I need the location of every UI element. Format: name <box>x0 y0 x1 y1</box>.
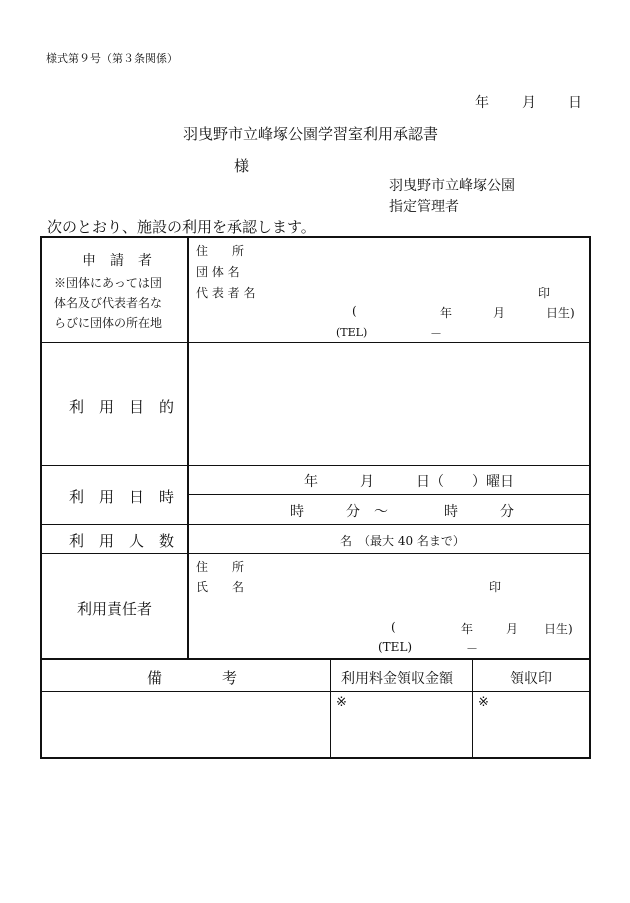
issuer-name: 羽曳野市立峰塚公園 <box>389 178 515 194</box>
table-right-border <box>589 236 591 660</box>
applicant-seal: 印 <box>538 286 551 300</box>
applicant-birth-month: 月 <box>493 306 506 320</box>
intro-text: 次のとおり、施設の利用を承認します。 <box>47 218 316 236</box>
table-left-border <box>40 236 42 660</box>
applicant-heading: 申 請 者 <box>82 253 152 269</box>
applicant-note-2: 体名及び代表者名な <box>54 296 163 310</box>
applicant-note-1: ※団体にあっては団 <box>54 276 162 290</box>
responsible-birth-month: 月 <box>506 622 519 636</box>
responsible-name-label: 氏 名 <box>196 580 245 594</box>
bottom-table-header-divider <box>40 691 591 692</box>
row-divider-purpose <box>40 465 591 466</box>
datetime-time-line: 時 分 ～ 時 分 <box>290 504 514 520</box>
row-divider-people <box>40 553 591 554</box>
row-divider-datetime <box>40 524 591 525</box>
responsible-address-label: 住 所 <box>196 560 245 574</box>
applicant-note-3: らびに団体の所在地 <box>54 316 163 330</box>
applicant-birth-day: 日生) <box>546 306 575 320</box>
responsible-tel-label: (TEL) <box>378 640 413 654</box>
row-divider-applicant <box>40 342 591 343</box>
bottom-table-right-border <box>589 660 591 759</box>
responsible-tel-dash: － <box>466 642 479 656</box>
bottom-table-left-border <box>40 660 42 759</box>
receipt-seal-header: 領収印 <box>510 671 552 687</box>
receipt-mark: ※ <box>478 695 489 710</box>
applicant-birth-year: 年 <box>440 306 453 320</box>
applicant-rep-label: 代 表 者 名 <box>196 286 256 300</box>
bottom-table-bottom-border <box>40 757 591 759</box>
form-number: 様式第９号（第３条関係） <box>46 52 178 65</box>
applicant-address-label: 住 所 <box>196 244 245 258</box>
responsible-birth-year: 年 <box>461 622 474 636</box>
purpose-label: 利 用 目 的 <box>69 398 175 416</box>
responsible-label: 利用責任者 <box>77 600 153 618</box>
responsible-paren-open: ( <box>391 620 396 634</box>
date-day: 日 <box>568 95 582 111</box>
fee-header: 利用料金領収金額 <box>341 671 453 687</box>
bottom-table-divider-1 <box>330 660 331 758</box>
label-column-divider <box>187 236 189 660</box>
applicant-tel-label: (TEL) <box>336 326 368 339</box>
responsible-birth-day: 日生) <box>544 622 573 636</box>
table-top-border <box>40 236 591 238</box>
bottom-table-divider-2 <box>472 660 473 758</box>
applicant-paren-open: ( <box>352 304 357 318</box>
date-month: 月 <box>522 95 536 111</box>
people-label: 利 用 人 数 <box>69 532 175 550</box>
addressee-suffix: 様 <box>234 157 250 175</box>
datetime-label: 利 用 日 時 <box>69 488 175 506</box>
document-title: 羽曳野市立峰塚公園学習室利用承認書 <box>183 125 439 143</box>
applicant-group-label: 団 体 名 <box>196 265 240 279</box>
applicant-tel-dash: － <box>430 327 443 341</box>
responsible-seal: 印 <box>489 580 502 594</box>
table-bottom-border <box>40 658 591 660</box>
fee-mark: ※ <box>336 695 347 710</box>
date-year: 年 <box>475 95 489 111</box>
datetime-date-line: 年 月 日（ ）曜日 <box>304 474 514 490</box>
row-divider-datetime-inner <box>188 494 590 495</box>
issuer-role: 指定管理者 <box>389 199 459 215</box>
people-value: 名 （最大 40 名まで） <box>340 534 465 548</box>
remarks-header: 備 考 <box>147 669 238 687</box>
